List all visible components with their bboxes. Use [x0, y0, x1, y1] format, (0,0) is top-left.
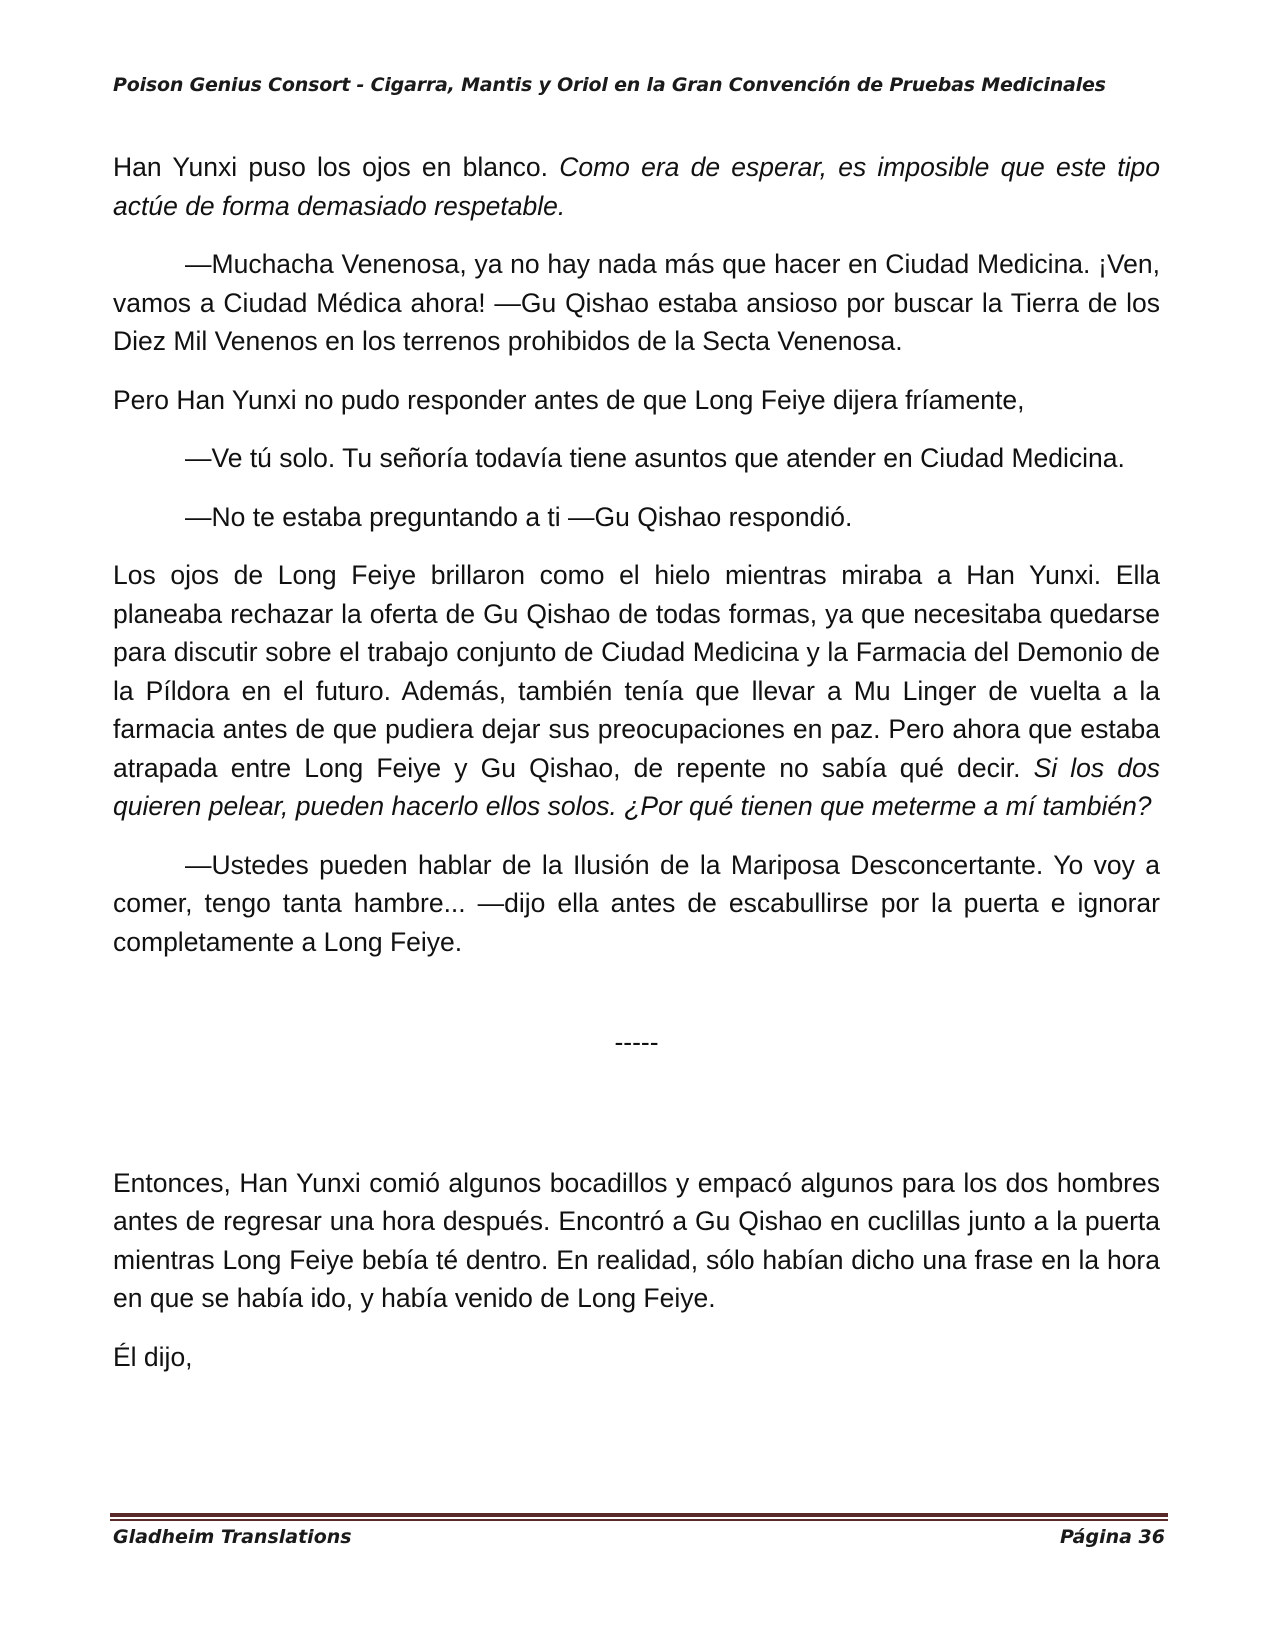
- footer-translator: Gladheim Translations: [113, 1526, 352, 1548]
- paragraph-7: —Ustedes pueden hablar de la Ilusión de la Mariposa Desconcertante. Yo voy a comer, tengo tanta hambre... —dijo ella antes de escabullirse por la puerta e ignorar completamente a Long Feiye.: [113, 849, 1160, 957]
- paragraph-5: —No te estaba preguntando a ti —Gu Qishao respondió.: [185, 501, 853, 532]
- paragraph-2: —Muchacha Venenosa, ya no hay nada más que hacer en Ciudad Medicina. ¡Ven, vamos a Ciudad Médica ahora! —Gu Qishao estaba ansioso por buscar la Tierra de los Diez Mil Venenos en los terrenos prohibidos de la Secta Venenosa.: [113, 249, 1160, 356]
- spacer: [113, 1124, 1160, 1164]
- paragraph-1: [113, 148, 1160, 225]
- paragraph-4: —Ve tú solo. Tu señoría todavía tiene asuntos que atender en Ciudad Medicina.: [185, 443, 1125, 473]
- paragraph-3: Pero Han Yunxi no pudo responder antes de que Long Feiye dijera fríamente,: [113, 384, 1025, 415]
- paragraph-9: Él dijo,: [113, 1341, 193, 1372]
- paragraph-6-plain: Los ojos de Long Feiye brillaron como el hielo mientras miraba a Han Yunxi. Ella planeaba rechazar la oferta de Gu Qishao de todas formas, ya que necesitaba quedarse para discutir sobre el trabajo conjunto de Ciudad Medicina y la Farmacia del Demonio de la Píldora en el futuro. Además, también tenía que llevar a Mu Linger de vuelta a la farmacia antes de que pudiera dejar sus preocupaciones en paz. Pero ahora que estaba atrapada entre Long Feiye y Gu Qishao, de repente no sabía qué decir.: [113, 560, 1160, 783]
- footer-rule-thin: [110, 1519, 1168, 1521]
- section-separator: -----: [614, 1027, 659, 1057]
- footer-page-number: Página 36: [1059, 1526, 1165, 1548]
- paragraph-1-italic: Como era de esperar, es imposible que este tipo actúe de forma demasiado respetable.: [113, 152, 1160, 221]
- body-text: [113, 148, 1160, 1396]
- paragraph-6-italic: Si los dos quieren pelear, pueden hacerlo ellos solos. ¿Por qué tienen que meterme a mí también?: [113, 752, 1160, 821]
- paragraph-8: Entonces, Han Yunxi comió algunos bocadillos y empacó algunos para los dos hombres antes de regresar una hora después. Encontró a Gu Qishao en cuclillas junto a la puerta mientras Long Feiye bebía té dentro. En realidad, sólo habían dicho una frase en la hora en que se había ido, y había venido de Long Feiye.: [113, 1167, 1160, 1313]
- footer-rule-thick: [110, 1513, 1168, 1517]
- running-header: Poison Genius Consort - Cigarra, Mantis y Oriol en la Gran Convención de Pruebas Medicinales: [113, 74, 1106, 96]
- paragraph-1-plain: Han Yunxi puso los ojos en blanco.: [113, 152, 560, 182]
- paragraph-6: [113, 556, 1160, 826]
